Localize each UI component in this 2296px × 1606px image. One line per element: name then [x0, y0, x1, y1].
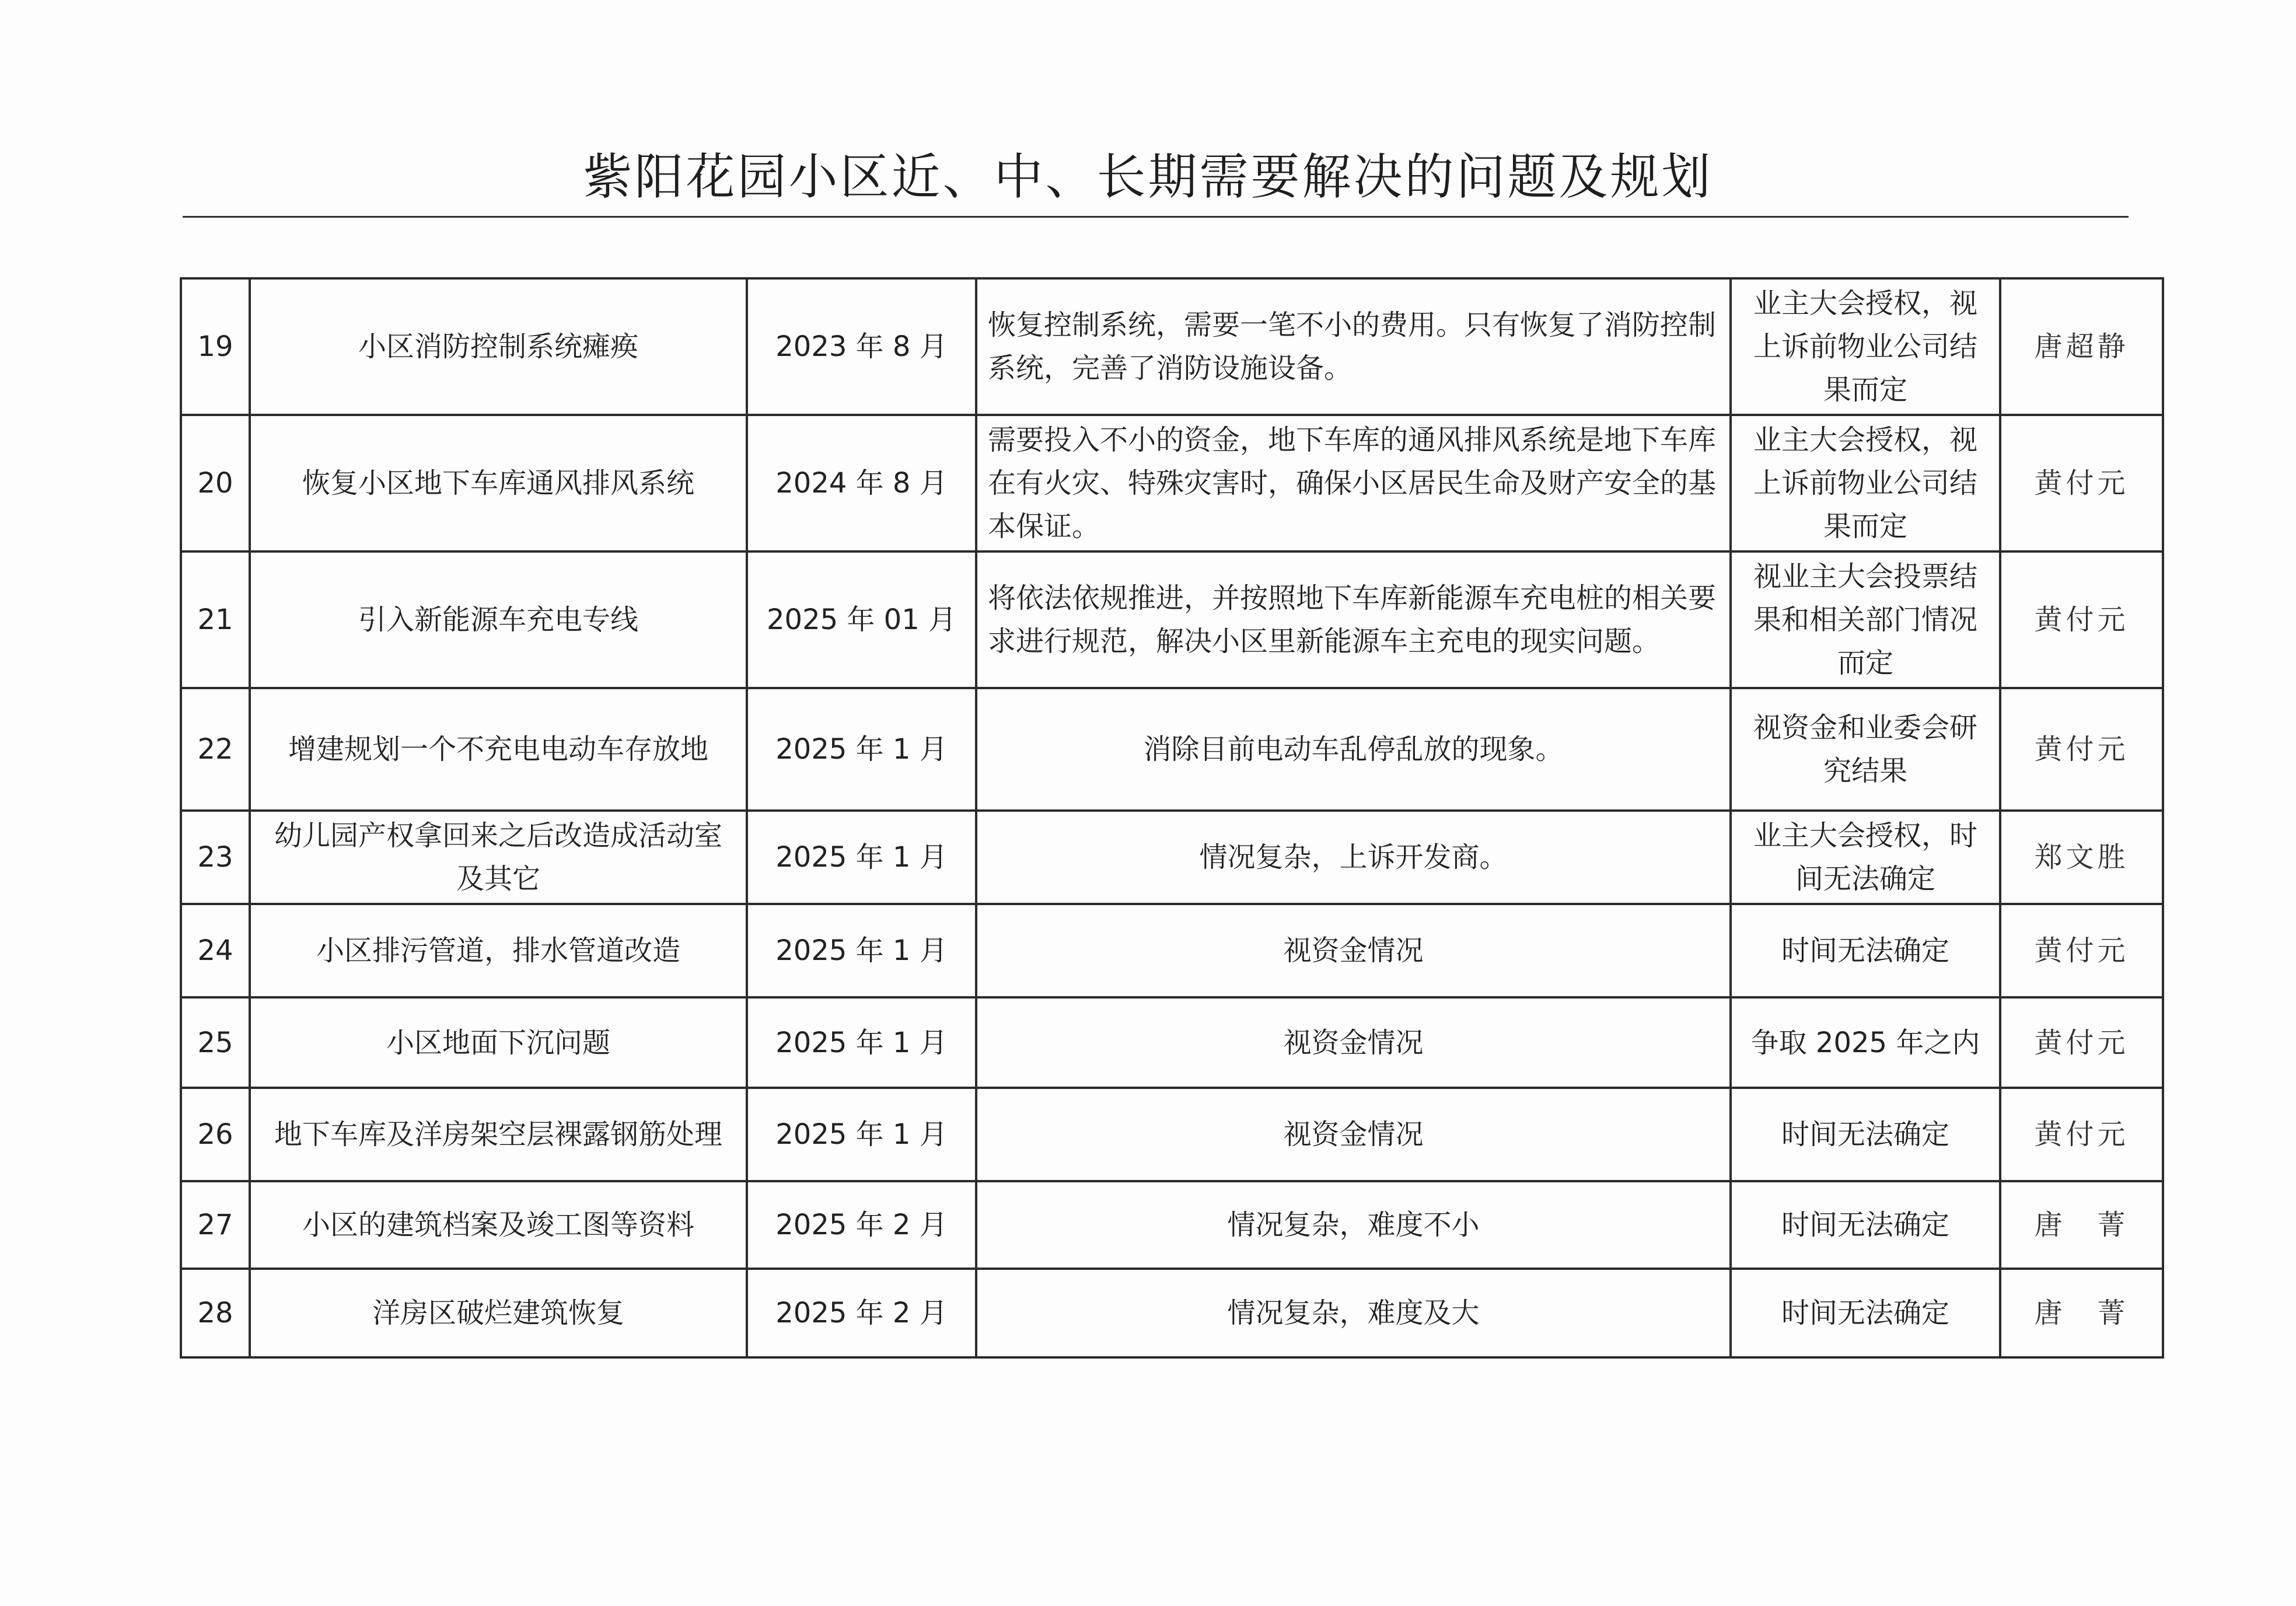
issue-cell: 引入新能源车充电专线: [250, 551, 747, 688]
owner-cell: 黄付元: [2000, 1088, 2163, 1181]
row-number: 26: [181, 1088, 250, 1181]
owner-cell: 黄付元: [2000, 904, 2163, 997]
date-cell: 2025 年 2 月: [747, 1269, 976, 1357]
issue-cell: 恢复小区地下车库通风排风系统: [250, 415, 747, 551]
row-number: 25: [181, 997, 250, 1088]
status-cell: 时间无法确定: [1731, 1269, 2000, 1357]
table-row: [181, 551, 2163, 688]
date-cell: 2025 年 1 月: [747, 688, 976, 811]
issue-cell: 幼儿园产权拿回来之后改造成活动室及其它: [250, 811, 747, 904]
page-title: 紫阳花园小区近、中、长期需要解决的问题及规划: [583, 148, 1713, 205]
row-number: 23: [181, 811, 250, 904]
date-cell: 2023 年 8 月: [747, 278, 976, 415]
status-cell: 业主大会授权，视上诉前物业公司结果而定: [1731, 415, 2000, 551]
plan-cell: 恢复控制系统，需要一笔不小的费用。只有恢复了消防控制系统，完善了消防设施设备。: [976, 278, 1731, 415]
plan-cell: 情况复杂，难度及大: [976, 1269, 1731, 1357]
row-number: 27: [181, 1181, 250, 1269]
plan-cell: 视资金情况: [976, 1088, 1731, 1181]
issue-cell: 小区消防控制系统瘫痪: [250, 278, 747, 415]
owner-cell: 唐 菁: [2000, 1181, 2163, 1269]
date-cell: 2025 年 1 月: [747, 811, 976, 904]
issue-cell: 小区的建筑档案及竣工图等资料: [250, 1181, 747, 1269]
plan-table: [180, 277, 2164, 1359]
status-cell: 时间无法确定: [1731, 1088, 2000, 1181]
date-cell: 2025 年 1 月: [747, 904, 976, 997]
date-cell: 2025 年 2 月: [747, 1181, 976, 1269]
date-cell: 2025 年 01 月: [747, 551, 976, 688]
owner-cell: 黄付元: [2000, 997, 2163, 1088]
issue-cell: 地下车库及洋房架空层裸露钢筋处理: [250, 1088, 747, 1181]
row-number: 20: [181, 415, 250, 551]
status-cell: 视业主大会投票结果和相关部门情况而定: [1731, 551, 2000, 688]
plan-cell: 情况复杂，上诉开发商。: [976, 811, 1731, 904]
table-row: [181, 1181, 2163, 1269]
row-number: 24: [181, 904, 250, 997]
table-row: [181, 1269, 2163, 1357]
table-row: [181, 415, 2163, 551]
plan-cell: 消除目前电动车乱停乱放的现象。: [976, 688, 1731, 811]
issue-cell: 增建规划一个不充电电动车存放地: [250, 688, 747, 811]
table-row: [181, 278, 2163, 415]
plan-cell: 视资金情况: [976, 997, 1731, 1088]
table-row: [181, 904, 2163, 997]
table-row: [181, 997, 2163, 1088]
row-number: 19: [181, 278, 250, 415]
date-cell: 2025 年 1 月: [747, 1088, 976, 1181]
row-number: 21: [181, 551, 250, 688]
plan-cell: 将依法依规推进，并按照地下车库新能源车充电桩的相关要求进行规范，解决小区里新能源车主充电的现实问题。: [976, 551, 1731, 688]
owner-cell: 黄付元: [2000, 688, 2163, 811]
owner-cell: 黄付元: [2000, 551, 2163, 688]
status-cell: 业主大会授权，视上诉前物业公司结果而定: [1731, 278, 2000, 415]
table-row: [181, 688, 2163, 811]
owner-cell: 唐 菁: [2000, 1269, 2163, 1357]
owner-cell: 黄付元: [2000, 415, 2163, 551]
row-number: 28: [181, 1269, 250, 1357]
date-cell: 2025 年 1 月: [747, 997, 976, 1088]
issue-cell: 小区地面下沉问题: [250, 997, 747, 1088]
owner-cell: 郑文胜: [2000, 811, 2163, 904]
issue-cell: 洋房区破烂建筑恢复: [250, 1269, 747, 1357]
plan-cell: 需要投入不小的资金，地下车库的通风排风系统是地下车库在有火灾、特殊灾害时，确保小区居民生命及财产安全的基本保证。: [976, 415, 1731, 551]
title-underline: [183, 216, 2129, 218]
owner-cell: 唐超静: [2000, 278, 2163, 415]
status-cell: 视资金和业委会研究结果: [1731, 688, 2000, 811]
plan-cell: 情况复杂，难度不小: [976, 1181, 1731, 1269]
table-row: [181, 811, 2163, 904]
date-cell: 2024 年 8 月: [747, 415, 976, 551]
status-cell: 时间无法确定: [1731, 904, 2000, 997]
issue-cell: 小区排污管道，排水管道改造: [250, 904, 747, 997]
status-cell: 时间无法确定: [1731, 1181, 2000, 1269]
plan-cell: 视资金情况: [976, 904, 1731, 997]
status-cell: 争取 2025 年之内: [1731, 997, 2000, 1088]
row-number: 22: [181, 688, 250, 811]
status-cell: 业主大会授权，时间无法确定: [1731, 811, 2000, 904]
table-row: [181, 1088, 2163, 1181]
